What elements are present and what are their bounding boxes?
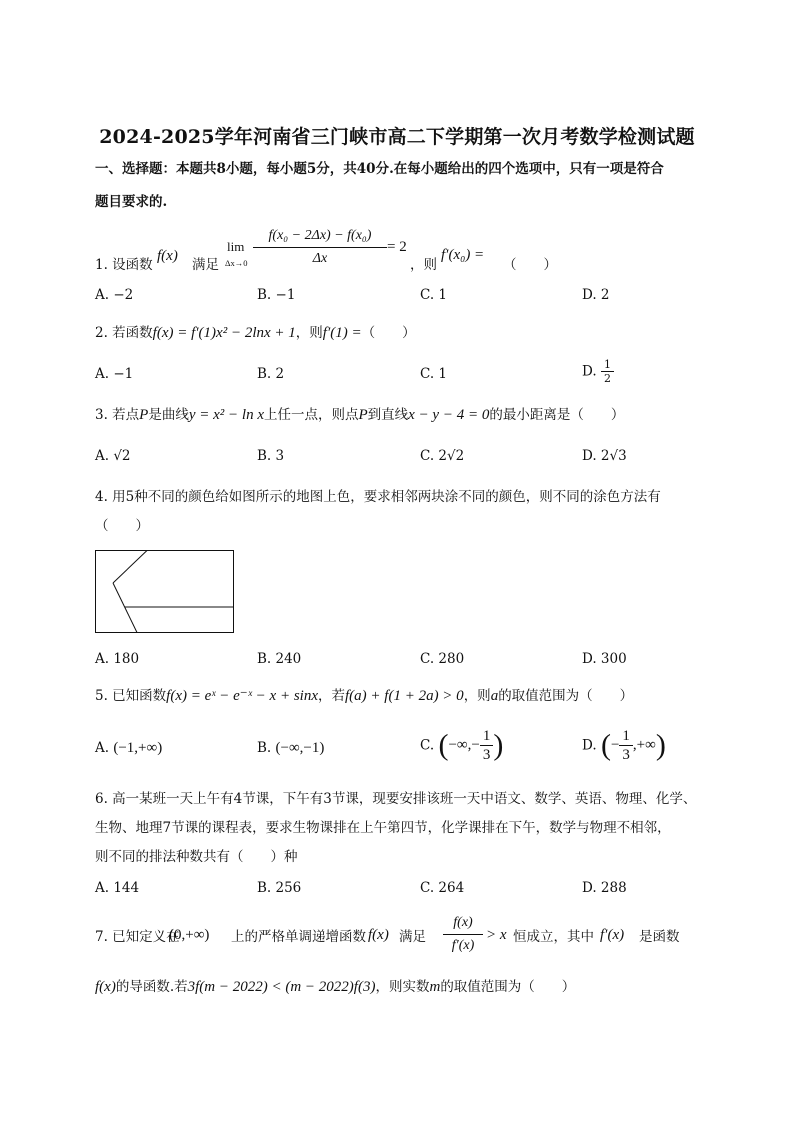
question-3: [95, 405, 624, 425]
q5-option-c-fraction: [480, 727, 494, 764]
q2-option-c: C. 1: [420, 366, 448, 382]
q7-denominator: f′(x): [451, 938, 475, 953]
question-5: [95, 686, 633, 706]
q4-map-figure: [95, 550, 235, 634]
q2-option-d-den: 2: [603, 372, 611, 385]
q4-line2: （ ）: [95, 518, 149, 534]
q5-option-d-lparen: (: [600, 728, 611, 762]
q1-blank: （ ）: [503, 257, 557, 273]
map-line-1: [113, 551, 147, 584]
q5-option-b: [257, 740, 324, 757]
q6-option-b: B. 256: [257, 880, 302, 896]
q3-option-d: D. 2√3: [582, 448, 627, 464]
map-border: [96, 551, 234, 633]
q1-satisfies: 满足: [192, 257, 219, 273]
q2-option-d-num: 1: [601, 358, 614, 372]
q5-option-b-label: B.: [257, 740, 272, 756]
q7-numerator: f(x): [443, 912, 483, 935]
q2-prefix: 2. 若函数: [95, 325, 153, 341]
q7-interval: (0,+∞): [169, 927, 210, 943]
q3-text4: 的最小距离是（ ）: [489, 407, 625, 423]
q5-condition: f(a) + f(1 + 2a) > 0: [345, 688, 464, 704]
q5-option-c-num: 1: [480, 727, 494, 746]
q3-option-a: A. √2: [95, 448, 131, 464]
q5-option-c-den: 3: [482, 747, 491, 763]
q7-line2-text1: 的导函数.若: [115, 979, 188, 995]
q1-option-b: B. −1: [257, 287, 296, 303]
q6-line3: 则不同的排法种数共有（ ）种: [95, 849, 298, 865]
q4-line1: 4. 用5种不同的颜色给如图所示的地图上色，要求相邻两块涂不同的颜色，则不同的涂色方法有: [95, 489, 661, 505]
q5-option-a-label: A.: [95, 740, 110, 756]
q1-function: f(x): [157, 248, 178, 264]
q1-fraction: [253, 225, 387, 270]
q7-text3: 恒成立，其中: [513, 929, 594, 945]
q5-option-c-pre: −∞,−: [448, 737, 480, 753]
q3-curve: y = x² − ln x: [188, 407, 264, 423]
q7-line2-inequality: 3f(m − 2022) < (m − 2022)f(3): [187, 979, 376, 995]
q4-option-c: C. 280: [420, 651, 465, 667]
q1-numerator: f(x₀ − 2Δx) − f(x₀): [253, 225, 387, 248]
q3-text2: 上任一点，则点: [263, 407, 359, 423]
q2-ask: f′(1) =: [322, 325, 362, 341]
q2-expression: f(x) = f′(1)x² − 2lnx + 1: [152, 325, 296, 341]
q5-option-d: [582, 727, 666, 764]
q7-text2: 满足: [399, 929, 426, 945]
q4-option-b: B. 240: [257, 651, 302, 667]
q1-denominator: Δx: [312, 251, 328, 266]
q5-option-d-fraction: [619, 727, 633, 764]
q5-mid: ，若: [318, 688, 345, 704]
q3-prefix: 3. 若点: [95, 407, 140, 423]
q5-option-d-den: 3: [622, 747, 630, 763]
q1-lim-sub: Δx→0: [225, 258, 248, 268]
q5-tail: 的取值范围为（ ）: [498, 688, 634, 704]
q6-line2: 生物、地理7节课的课程表，要求生物课排在上午第四节，化学课排在下午，数学与物理不相邻，: [95, 820, 671, 836]
q5-option-d-num: 1: [619, 727, 633, 746]
map-line-2: [113, 583, 137, 633]
q3-text1: 是曲线: [148, 407, 189, 423]
q3-point-p: P: [139, 407, 149, 423]
q7-line2-text2: ，则实数: [375, 979, 430, 995]
q7-line2: [95, 977, 575, 997]
q2-option-d-label: D.: [582, 363, 597, 380]
q1-equals: = 2: [387, 239, 407, 255]
q5-option-a: [95, 740, 162, 757]
q1-option-c: C. 1: [420, 287, 448, 303]
q3-point-p2: P: [358, 407, 368, 423]
q7-fraction: [443, 912, 483, 957]
q3-option-c: C. 2√2: [420, 448, 465, 464]
q1-option-a: A. −2: [95, 287, 134, 303]
q5-option-c-lparen: (: [438, 728, 449, 762]
q4-option-d: D. 300: [582, 651, 627, 667]
q7-line2-var: m: [429, 979, 441, 995]
q3-line: x − y − 4 = 0: [408, 407, 490, 423]
q1-prefix: 1. 设函数: [95, 257, 153, 273]
q7-line2-text3: 的取值范围为（ ）: [440, 979, 576, 995]
section-heading-line2: 题目要求的.: [95, 194, 168, 210]
q2-option-d-fraction: [601, 358, 614, 385]
q5-var: a: [490, 688, 499, 704]
q7-text1: 上的严格单调递增函数: [231, 929, 366, 945]
q5-option-c-label: C.: [420, 737, 435, 754]
q4-option-a: A. 180: [95, 651, 140, 667]
q5-option-d-post: ,+∞: [632, 737, 656, 753]
q1-then: ，则: [410, 257, 437, 273]
question-2: [95, 323, 416, 343]
q7-prefix: 7. 已知定义在: [95, 929, 180, 945]
q5-option-a-value: (−1,+∞): [113, 740, 163, 756]
q2-blank: （ ）: [361, 325, 416, 341]
q7-line2-function: f(x): [95, 979, 116, 995]
q5-option-b-value: (−∞,−1): [275, 740, 325, 756]
q5-option-d-pre: −: [610, 737, 620, 753]
q3-option-b: B. 3: [257, 448, 285, 464]
q5-option-c-rparen: ): [493, 728, 504, 762]
q2-option-d: [582, 358, 614, 385]
q5-option-d-label: D.: [582, 737, 597, 754]
q5-expression: f(x) = eˣ − e⁻ˣ − x + sinx: [166, 688, 318, 704]
exam-title: 2024-2025学年河南省三门峡市高二下学期第一次月考数学检测试题: [99, 126, 695, 148]
q7-derivative: f′(x): [600, 927, 625, 943]
q6-option-a: A. 144: [95, 880, 140, 896]
section-heading-line1: 一、选择题：本题共8小题，每小题5分，共40分.在每小题给出的四个选项中，只有一项是符合: [95, 161, 664, 177]
q5-option-d-rparen: ): [655, 728, 666, 762]
q7-function: f(x): [368, 927, 389, 943]
q2-option-b: B. 2: [257, 366, 285, 382]
q1-ask: f′(x₀) =: [441, 247, 485, 263]
q1-lim: lim: [227, 239, 245, 254]
q5-option-c: [420, 727, 503, 764]
q1-option-d: D. 2: [582, 287, 610, 303]
q2-option-a: A. −1: [95, 366, 134, 382]
q2-then: ，则: [295, 325, 323, 341]
q7-gt: > x: [486, 927, 507, 943]
q6-line1: 6. 高一某班一天上午有4节课，下午有3节课，现要安排该班一天中语文、数学、英语、物理、化学、: [95, 791, 697, 807]
q6-option-c: C. 264: [420, 880, 465, 896]
q6-option-d: D. 288: [582, 880, 627, 896]
q5-post: ，则: [463, 688, 491, 704]
q7-text4: 是函数: [639, 929, 680, 945]
q3-text3: 到直线: [367, 407, 409, 423]
q5-prefix: 5. 已知函数: [95, 688, 167, 704]
